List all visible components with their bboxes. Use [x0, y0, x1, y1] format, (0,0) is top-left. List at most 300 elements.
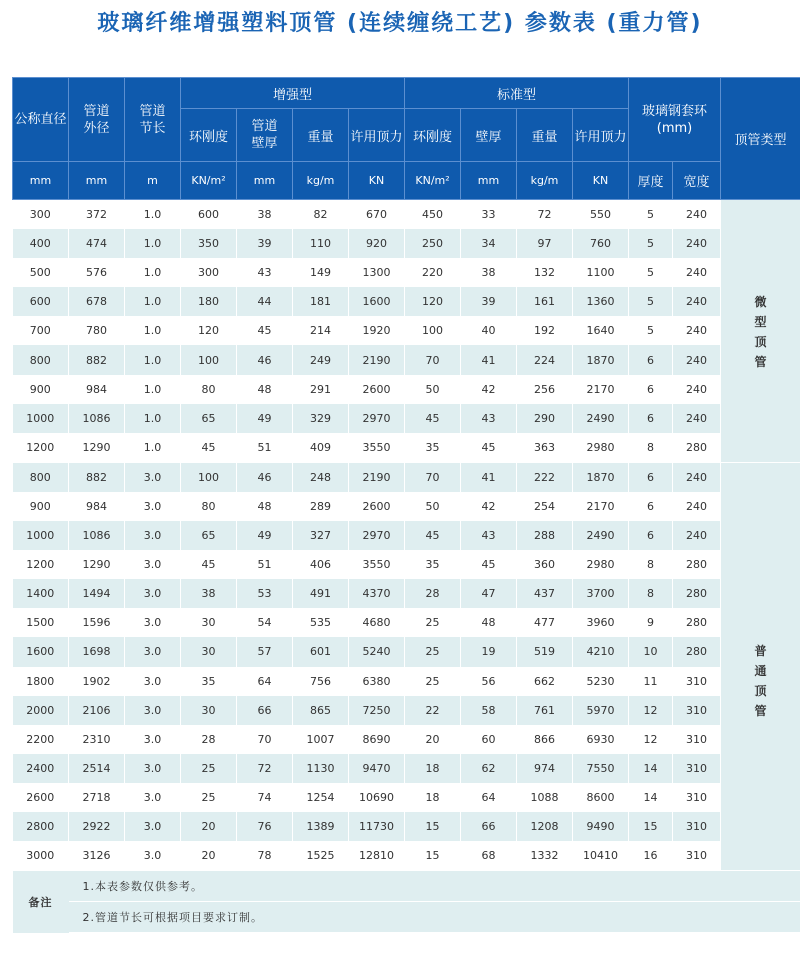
table-cell: 372: [69, 200, 125, 230]
table-cell: 240: [673, 462, 721, 492]
header-nominal-diameter: 公称直径: [13, 78, 69, 162]
table-cell: 2600: [13, 783, 69, 812]
table-cell: 72: [237, 754, 293, 783]
table-cell: 662: [517, 667, 573, 696]
table-cell: 51: [237, 433, 293, 463]
table-cell: 30: [181, 608, 237, 637]
notes-label: 备注: [13, 871, 69, 933]
table-cell: 2600: [349, 375, 405, 404]
table-cell: 866: [517, 725, 573, 754]
table-cell: 291: [293, 375, 349, 404]
table-cell: 1525: [293, 841, 349, 871]
table-cell: 240: [673, 258, 721, 287]
table-cell: 1698: [69, 637, 125, 666]
table-body: [13, 200, 800, 871]
table-cell: 900: [13, 492, 69, 521]
table-cell: 50: [405, 375, 461, 404]
table-row: [13, 521, 800, 550]
table-cell: 6: [629, 521, 673, 550]
table-cell: 6930: [573, 725, 629, 754]
header-allowable-force: 许用顶力: [349, 109, 405, 162]
table-cell: 256: [517, 375, 573, 404]
pipe-type-label: 微型顶管: [754, 295, 767, 369]
table-cell: 1200: [13, 550, 69, 579]
table-cell: 2170: [573, 375, 629, 404]
table-cell: 14: [629, 783, 673, 812]
table-cell: 576: [69, 258, 125, 287]
table-cell: 10410: [573, 841, 629, 871]
unit-kg-m-1: kg/m: [293, 162, 349, 200]
table-cell: 45: [405, 404, 461, 433]
table-cell: 519: [517, 637, 573, 666]
table-cell: 1.0: [125, 404, 181, 433]
table-row: [13, 433, 800, 463]
page-title: 玻璃纤维增强塑料顶管 (连续缠绕工艺) 参数表 (重力管): [97, 11, 703, 36]
table-row: [13, 579, 800, 608]
table-cell: 300: [181, 258, 237, 287]
table-cell: 220: [405, 258, 461, 287]
unit-kn-2: KN: [573, 162, 629, 200]
table-cell: 43: [461, 404, 517, 433]
table-cell: 3550: [349, 550, 405, 579]
table-cell: 12: [629, 725, 673, 754]
table-cell: 64: [461, 783, 517, 812]
table-cell: 100: [405, 316, 461, 345]
table-cell: 2490: [573, 521, 629, 550]
table-row: [13, 783, 800, 812]
table-header: [13, 78, 800, 200]
unit-m: m: [125, 162, 181, 200]
table-cell: 310: [673, 812, 721, 841]
table-cell: 5: [629, 200, 673, 230]
table-cell: 450: [405, 200, 461, 230]
table-cell: 2106: [69, 696, 125, 725]
table-cell: 10: [629, 637, 673, 666]
table-cell: 3.0: [125, 667, 181, 696]
table-cell: 5: [629, 229, 673, 258]
table-row: [13, 637, 800, 666]
table-cell: 3.0: [125, 521, 181, 550]
table-cell: 30: [181, 637, 237, 666]
table-cell: 58: [461, 696, 517, 725]
table-cell: 2000: [13, 696, 69, 725]
table-cell: 984: [69, 375, 125, 404]
table-cell: 10690: [349, 783, 405, 812]
table-cell: 97: [517, 229, 573, 258]
table-cell: 2190: [349, 462, 405, 492]
table-cell: 240: [673, 200, 721, 230]
table-cell: 8: [629, 550, 673, 579]
header-std-allowable-force: 许用顶力: [573, 109, 629, 162]
table-cell: 1.0: [125, 433, 181, 463]
table-cell: 46: [237, 345, 293, 374]
table-cell: 3000: [13, 841, 69, 871]
table-cell: 14: [629, 754, 673, 783]
table-cell: 224: [517, 345, 573, 374]
header-outer-diameter: [69, 78, 125, 162]
table-cell: 2980: [573, 433, 629, 463]
table-cell: 2922: [69, 812, 125, 841]
pipe-type-label: 普通顶管: [754, 643, 767, 718]
table-cell: 8: [629, 579, 673, 608]
table-cell: 1254: [293, 783, 349, 812]
pipe-type-micro: [721, 200, 800, 463]
table-cell: 45: [405, 521, 461, 550]
table-cell: 65: [181, 521, 237, 550]
table-row: [13, 492, 800, 521]
table-cell: 3.0: [125, 696, 181, 725]
table-cell: 288: [517, 521, 573, 550]
table-cell: 700: [13, 316, 69, 345]
table-cell: 289: [293, 492, 349, 521]
table-cell: 900: [13, 375, 69, 404]
table-cell: 3.0: [125, 637, 181, 666]
table-cell: 5: [629, 287, 673, 316]
table-cell: 54: [237, 608, 293, 637]
table-cell: 2980: [573, 550, 629, 579]
table-cell: 44: [237, 287, 293, 316]
table-cell: 310: [673, 667, 721, 696]
unit-mm-3: mm: [237, 162, 293, 200]
table-cell: 3700: [573, 579, 629, 608]
table-cell: 1494: [69, 579, 125, 608]
table-cell: 1.0: [125, 375, 181, 404]
table-cell: 1600: [13, 637, 69, 666]
table-cell: 57: [237, 637, 293, 666]
table-cell: 1086: [69, 404, 125, 433]
table-cell: 3.0: [125, 608, 181, 637]
table-cell: 22: [405, 696, 461, 725]
table-cell: 4370: [349, 579, 405, 608]
header-reinforced-group: 增强型: [181, 78, 405, 109]
table-cell: 310: [673, 754, 721, 783]
table-row: [13, 258, 800, 287]
table-cell: 161: [517, 287, 573, 316]
table-row: [13, 287, 800, 316]
table-row: [13, 462, 800, 492]
table-cell: 756: [293, 667, 349, 696]
table-cell: 49: [237, 404, 293, 433]
table-cell: 4210: [573, 637, 629, 666]
table-cell: 310: [673, 783, 721, 812]
unit-thickness: 厚度: [629, 162, 673, 200]
table-cell: 1400: [13, 579, 69, 608]
table-cell: 38: [181, 579, 237, 608]
header-weight: 重量: [293, 109, 349, 162]
table-cell: 6380: [349, 667, 405, 696]
table-cell: 678: [69, 287, 125, 316]
table-notes: [13, 871, 800, 933]
table-cell: 25: [405, 608, 461, 637]
table-cell: 50: [405, 492, 461, 521]
table-cell: 670: [349, 200, 405, 230]
unit-kn-m2-2: KN/m²: [405, 162, 461, 200]
table-cell: 280: [673, 433, 721, 463]
table-cell: 20: [405, 725, 461, 754]
table-cell: 5970: [573, 696, 629, 725]
table-cell: 280: [673, 637, 721, 666]
table-cell: 78: [237, 841, 293, 871]
table-cell: 327: [293, 521, 349, 550]
table-cell: 100: [181, 345, 237, 374]
table-cell: 1300: [349, 258, 405, 287]
table-cell: 2490: [573, 404, 629, 433]
table-cell: 500: [13, 258, 69, 287]
table-cell: 12810: [349, 841, 405, 871]
table-cell: 1.0: [125, 287, 181, 316]
table-row: [13, 608, 800, 637]
table-cell: 865: [293, 696, 349, 725]
table-cell: 280: [673, 550, 721, 579]
table-cell: 1208: [517, 812, 573, 841]
table-cell: 300: [13, 200, 69, 230]
table-cell: 1290: [69, 550, 125, 579]
table-cell: 66: [237, 696, 293, 725]
table-row: [13, 550, 800, 579]
table-cell: 42: [461, 492, 517, 521]
table-cell: 1088: [517, 783, 573, 812]
table-cell: 1.0: [125, 345, 181, 374]
table-cell: 882: [69, 345, 125, 374]
table-cell: 1360: [573, 287, 629, 316]
table-cell: 9490: [573, 812, 629, 841]
table-cell: 76: [237, 812, 293, 841]
table-cell: 3.0: [125, 462, 181, 492]
spec-table: [12, 77, 800, 933]
unit-mm-4: mm: [461, 162, 517, 200]
unit-mm-2: mm: [69, 162, 125, 200]
table-cell: 80: [181, 375, 237, 404]
table-cell: 3.0: [125, 492, 181, 521]
table-cell: 477: [517, 608, 573, 637]
table-cell: 600: [13, 287, 69, 316]
table-cell: 310: [673, 725, 721, 754]
table-cell: 248: [293, 462, 349, 492]
header-outer-diameter-text: 管道外径: [83, 103, 110, 136]
table-cell: 43: [237, 258, 293, 287]
table-cell: 800: [13, 462, 69, 492]
table-cell: 66: [461, 812, 517, 841]
table-cell: 1.0: [125, 316, 181, 345]
table-cell: 20: [181, 841, 237, 871]
table-row: [13, 841, 800, 871]
table-cell: 3550: [349, 433, 405, 463]
table-cell: 6: [629, 462, 673, 492]
table-cell: 400: [13, 229, 69, 258]
table-cell: 35: [405, 550, 461, 579]
table-cell: 3.0: [125, 550, 181, 579]
table-cell: 280: [673, 579, 721, 608]
table-cell: 280: [673, 608, 721, 637]
table-cell: 760: [573, 229, 629, 258]
header-ring-stiffness: 环刚度: [181, 109, 237, 162]
unit-kn-1: KN: [349, 162, 405, 200]
table-cell: 149: [293, 258, 349, 287]
table-cell: 491: [293, 579, 349, 608]
table-cell: 1600: [349, 287, 405, 316]
table-cell: 20: [181, 812, 237, 841]
table-cell: 474: [69, 229, 125, 258]
table-cell: 60: [461, 725, 517, 754]
table-cell: 550: [573, 200, 629, 230]
table-cell: 12: [629, 696, 673, 725]
table-cell: 65: [181, 404, 237, 433]
table-cell: 39: [461, 287, 517, 316]
table-cell: 3.0: [125, 754, 181, 783]
table-cell: 240: [673, 492, 721, 521]
table-cell: 47: [461, 579, 517, 608]
table-cell: 1.0: [125, 229, 181, 258]
table-cell: 2400: [13, 754, 69, 783]
table-cell: 8: [629, 433, 673, 463]
table-cell: 70: [405, 345, 461, 374]
table-cell: 409: [293, 433, 349, 463]
table-cell: 11: [629, 667, 673, 696]
table-cell: 780: [69, 316, 125, 345]
table-cell: 38: [461, 258, 517, 287]
table-cell: 1.0: [125, 258, 181, 287]
table-cell: 8600: [573, 783, 629, 812]
table-cell: 82: [293, 200, 349, 230]
unit-mm-1: mm: [13, 162, 69, 200]
table-cell: 11730: [349, 812, 405, 841]
table-cell: 45: [461, 433, 517, 463]
table-cell: 800: [13, 345, 69, 374]
table-cell: 1332: [517, 841, 573, 871]
table-cell: 100: [181, 462, 237, 492]
note-item-2: 2.管道节长可根据项目要求订制。: [69, 902, 800, 933]
table-cell: 45: [461, 550, 517, 579]
table-cell: 2514: [69, 754, 125, 783]
table-cell: 192: [517, 316, 573, 345]
table-cell: 68: [461, 841, 517, 871]
table-row: [13, 404, 800, 433]
header-section-length-text: 管道节长: [139, 103, 166, 136]
table-cell: 132: [517, 258, 573, 287]
table-cell: 33: [461, 200, 517, 230]
table-cell: 48: [461, 608, 517, 637]
table-cell: 214: [293, 316, 349, 345]
table-row: [13, 667, 800, 696]
table-cell: 1800: [13, 667, 69, 696]
table-cell: 2970: [349, 404, 405, 433]
table-cell: 1130: [293, 754, 349, 783]
table-cell: 5240: [349, 637, 405, 666]
table-cell: 2200: [13, 725, 69, 754]
table-cell: 25: [405, 667, 461, 696]
table-cell: 2310: [69, 725, 125, 754]
table-cell: 120: [181, 316, 237, 345]
table-cell: 41: [461, 345, 517, 374]
table-cell: 46: [237, 462, 293, 492]
table-cell: 25: [181, 754, 237, 783]
table-cell: 1596: [69, 608, 125, 637]
table-cell: 45: [181, 550, 237, 579]
table-cell: 70: [405, 462, 461, 492]
table-cell: 240: [673, 404, 721, 433]
table-cell: 9: [629, 608, 673, 637]
table-cell: 4680: [349, 608, 405, 637]
table-cell: 6: [629, 404, 673, 433]
table-cell: 761: [517, 696, 573, 725]
table-cell: 18: [405, 783, 461, 812]
table-row: [13, 345, 800, 374]
table-row: [13, 229, 800, 258]
table-cell: 120: [405, 287, 461, 316]
unit-kg-m-2: kg/m: [517, 162, 573, 200]
table-cell: 56: [461, 667, 517, 696]
table-cell: 1100: [573, 258, 629, 287]
header-pipe-type: 顶管类型: [721, 78, 800, 200]
table-cell: 180: [181, 287, 237, 316]
header-std-weight: 重量: [517, 109, 573, 162]
table-cell: 2170: [573, 492, 629, 521]
table-cell: 1000: [13, 521, 69, 550]
table-cell: 240: [673, 229, 721, 258]
table-cell: 18: [405, 754, 461, 783]
table-cell: 1870: [573, 345, 629, 374]
table-cell: 35: [405, 433, 461, 463]
table-cell: 1.0: [125, 200, 181, 230]
table-cell: 310: [673, 696, 721, 725]
table-cell: 7550: [573, 754, 629, 783]
table-cell: 35: [181, 667, 237, 696]
table-cell: 3.0: [125, 579, 181, 608]
table-row: [13, 316, 800, 345]
table-row: [13, 725, 800, 754]
table-cell: 882: [69, 462, 125, 492]
table-cell: 1389: [293, 812, 349, 841]
table-cell: 240: [673, 287, 721, 316]
header-steel-ring-group: [629, 78, 721, 162]
header-std-ring-stiffness: 环刚度: [405, 109, 461, 162]
table-cell: 42: [461, 375, 517, 404]
table-cell: 3.0: [125, 841, 181, 871]
table-cell: 38: [237, 200, 293, 230]
table-cell: 2970: [349, 521, 405, 550]
table-cell: 5230: [573, 667, 629, 696]
table-cell: 3126: [69, 841, 125, 871]
table-cell: 72: [517, 200, 573, 230]
table-cell: 28: [405, 579, 461, 608]
table-cell: 350: [181, 229, 237, 258]
table-cell: 1902: [69, 667, 125, 696]
table-cell: 28: [181, 725, 237, 754]
table-cell: 1086: [69, 521, 125, 550]
table-cell: 1870: [573, 462, 629, 492]
table-cell: 41: [461, 462, 517, 492]
table-cell: 2800: [13, 812, 69, 841]
table-cell: 974: [517, 754, 573, 783]
table-cell: 80: [181, 492, 237, 521]
table-cell: 5: [629, 316, 673, 345]
table-cell: 15: [405, 841, 461, 871]
table-cell: 2190: [349, 345, 405, 374]
table-cell: 5: [629, 258, 673, 287]
table-cell: 39: [237, 229, 293, 258]
table-cell: 329: [293, 404, 349, 433]
table-cell: 19: [461, 637, 517, 666]
table-cell: 240: [673, 345, 721, 374]
table-cell: 1920: [349, 316, 405, 345]
table-cell: 437: [517, 579, 573, 608]
table-cell: 48: [237, 375, 293, 404]
table-cell: 43: [461, 521, 517, 550]
table-row: [13, 812, 800, 841]
unit-width: 宽度: [673, 162, 721, 200]
table-cell: 110: [293, 229, 349, 258]
table-cell: 3.0: [125, 725, 181, 754]
